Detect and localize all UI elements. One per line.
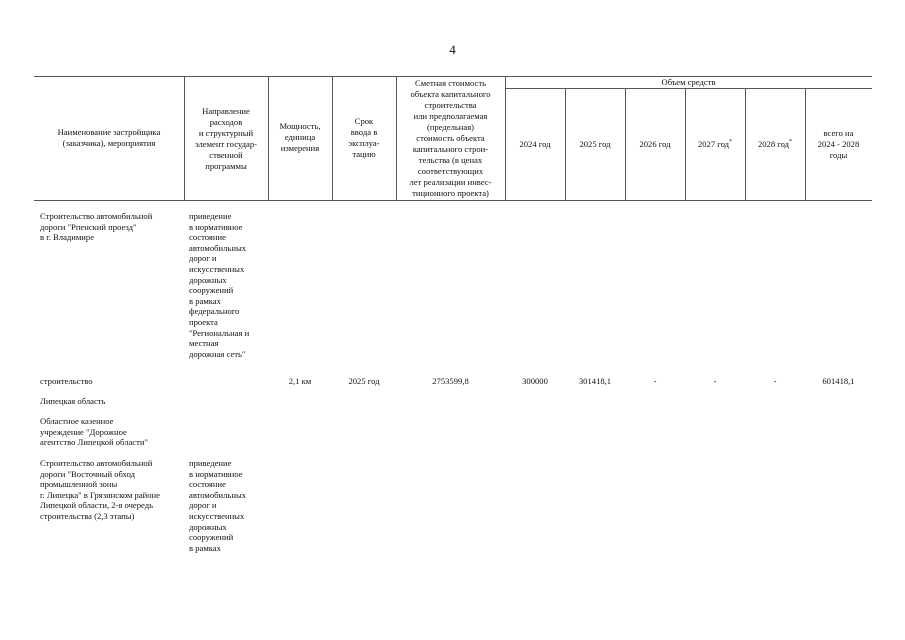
funds-subheader-line [505,88,872,89]
header-total: всего на 2024 - 2028 годы [817,128,860,160]
road-lipetsk-direction: приведение в нормативное состояние автомобильных дорог и искусственных дорожных сооружений в рамках [189,458,247,553]
header-funds-group: Объем средств [661,77,716,87]
header-term: Срок ввода в эксплуа- тацию [348,116,380,159]
construction-label: строительство [40,376,93,386]
header-capacity: Мощность, единица измерения [279,121,321,153]
construction-2025: 301418,1 [578,376,612,386]
header-cost: Сметная стоимость объекта капитального строительства или предполагаемая (предельная) стоимость объекта капитального строи- тельства (в ценах соответствующих лет реализации инвес- тиционного проекта) [409,78,492,198]
page-number: 4 [449,42,456,57]
construction-2024: 300000 [522,376,548,386]
construction-2027: - [713,376,717,386]
road-vladimir-name: Строительство автомобильной дороги "Рпенский проезд" в г. Владимире [40,211,153,243]
header-name: Наименование застройщика (заказчика), мероприятия [57,127,161,148]
road-lipetsk-name: Строительство автомобильной дороги "Восточный обход промышленной зоны г. Липецка" в Грязинском районе Липецкой области, 2-я очередь строительства (2,3 этапы) [40,458,160,521]
footnote-mark-2027: * [729,139,733,146]
institution-name: Областное казенное учреждение "Дорожное агентство Липецкой области" [40,416,148,448]
col-divider-5 [505,76,506,200]
header-direction: Направление расходов и структурный элемент государ- ственной программы [194,106,257,171]
construction-total: 601418,1 [822,376,855,386]
construction-2028: - [773,376,777,386]
construction-2026: - [653,376,657,386]
table-header-bottom-border [34,200,872,201]
header-year-2024: 2024 год [519,139,551,149]
construction-cost: 2753599,8 [432,376,469,386]
header-year-2028: 2028 год* [757,139,793,149]
header-year-2025: 2025 год [579,139,611,149]
footnote-mark-2028: * [789,139,793,146]
header-year-2027: 2027 год* [697,139,733,149]
road-vladimir-direction: приведение в нормативное состояние автомобильных дорог и искусственных дорожных сооружений в рамках федерального проекта "Региональная и местная дорожная сеть" [189,211,250,359]
construction-term: 2025 год [348,376,380,386]
header-year-2026: 2026 год [639,139,671,149]
construction-capacity: 2,1 км [288,376,312,386]
region-lipetsk: Липецкая область [40,396,106,406]
